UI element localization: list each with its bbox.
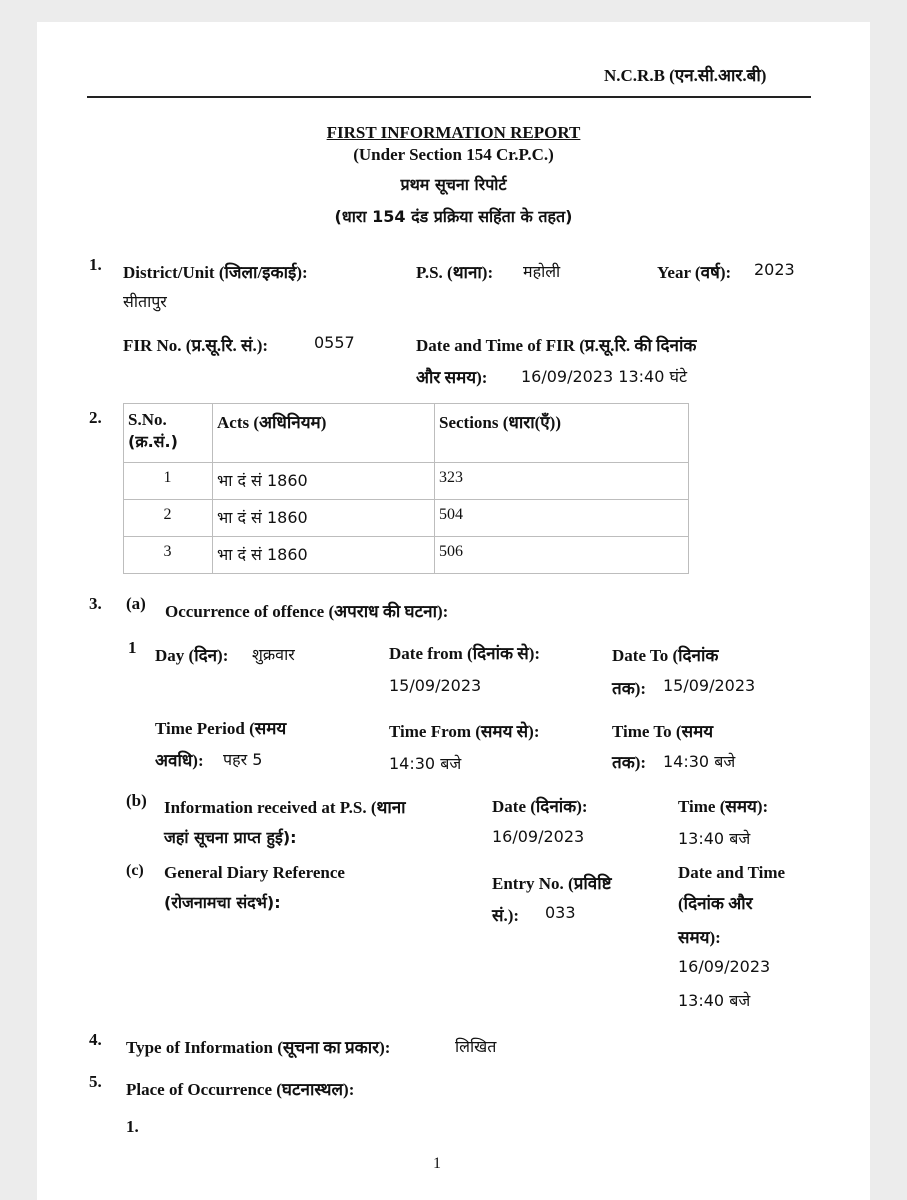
- subsection-a-label: (a): [126, 594, 146, 613]
- row-section: 504: [435, 500, 689, 537]
- report-title-hindi: प्रथम सूचना रिपोर्ट: [400, 175, 507, 194]
- sno-header-hi: (क्र.सं.): [128, 432, 178, 451]
- section-3-number: 3.: [89, 594, 102, 613]
- district-label: District/Unit (जिला/इकाई):: [123, 263, 308, 282]
- info-date-value: 16/09/2023: [492, 827, 585, 846]
- section-5-number: 5.: [89, 1072, 102, 1091]
- info-received-label-cont: जहां सूचना प्राप्त हुई):: [164, 828, 297, 847]
- date-from-label: Date from (दिनांक से):: [389, 644, 541, 663]
- general-diary-label: General Diary Reference: [164, 863, 345, 882]
- table-row: [124, 537, 689, 574]
- row-section: 506: [435, 537, 689, 574]
- ncrb-header: N.C.R.B (एन.सी.आर.बी): [604, 66, 767, 85]
- fir-no-value: 0557: [314, 333, 355, 352]
- row-act: भा दं सं 1860: [213, 500, 435, 537]
- row-sno: 2: [124, 500, 213, 537]
- time-period-label: Time Period (समय: [155, 719, 287, 738]
- row-sno: 3: [124, 537, 213, 574]
- info-type-value: लिखित: [455, 1037, 497, 1056]
- date-from-value: 15/09/2023: [389, 676, 482, 695]
- gd-datetime-label: Date and Time: [678, 863, 786, 882]
- gd-datetime-label-cont: (दिनांक और: [678, 894, 753, 913]
- info-received-label: Information received at P.S. (थाना: [164, 798, 406, 817]
- date-to-label: Date To (दिनांक: [612, 646, 719, 665]
- row-section: 323: [435, 463, 689, 500]
- ps-value: महोली: [523, 262, 561, 281]
- acts-header: [213, 404, 435, 463]
- time-to-label-cont: तक):: [612, 753, 647, 772]
- fir-datetime-value: 16/09/2023 13:40 घंटे: [521, 367, 688, 386]
- occurrence-item-number: 1: [128, 638, 137, 657]
- subsection-c-label: (c): [126, 862, 144, 879]
- gd-time-value: 13:40 बजे: [678, 991, 751, 1010]
- year-value: 2023: [754, 260, 795, 279]
- info-time-label: Time (समय):: [678, 797, 769, 816]
- report-title: FIRST INFORMATION REPORT: [326, 123, 581, 142]
- entry-no-value: 033: [545, 903, 576, 922]
- table-row: [124, 500, 689, 537]
- time-period-value: पहर 5: [223, 750, 263, 769]
- report-subtitle: (Under Section 154 Cr.P.C.): [353, 145, 554, 164]
- sections-header-label: Sections (धारा(एँ)): [439, 413, 562, 432]
- section-2-number: 2.: [89, 408, 102, 427]
- header-rule: [87, 96, 811, 98]
- report-subtitle-hindi: (धारा 154 दंड प्रक्रिया सहिंता के तहत): [334, 207, 573, 226]
- day-label: Day (दिन):: [155, 646, 229, 665]
- gd-datetime-label-cont2: समय):: [678, 928, 721, 947]
- day-value: शुक्रवार: [252, 645, 295, 664]
- time-to-label: Time To (समय: [612, 722, 714, 741]
- entry-no-label: Entry No. (प्रविष्टि: [492, 874, 612, 893]
- time-from-value: 14:30 बजे: [389, 754, 462, 773]
- district-value: सीतापुर: [123, 292, 167, 311]
- acts-header-label: Acts (अधिनियम): [217, 413, 327, 432]
- place-of-occurrence-label: Place of Occurrence (घटनास्थल):: [126, 1080, 355, 1099]
- time-period-label-cont: अवधि):: [155, 751, 204, 770]
- subsection-b-label: (b): [126, 791, 147, 810]
- year-label: Year (वर्ष):: [657, 263, 732, 282]
- row-sno: 1: [124, 463, 213, 500]
- sections-header: [435, 404, 689, 463]
- table-row: [124, 463, 689, 500]
- date-to-label-cont: तक):: [612, 679, 647, 698]
- section-4-number: 4.: [89, 1030, 102, 1049]
- time-from-label: Time From (समय से):: [389, 722, 540, 741]
- date-to-value: 15/09/2023: [663, 676, 756, 695]
- fir-datetime-label: Date and Time of FIR (प्र.सू.रि. की दिनांक: [416, 336, 697, 355]
- acts-table-header: [124, 404, 689, 463]
- page-number: 1: [433, 1155, 441, 1172]
- gd-date-value: 16/09/2023: [678, 957, 771, 976]
- row-act: भा दं सं 1860: [213, 537, 435, 574]
- document-page: [37, 22, 870, 1200]
- time-to-value: 14:30 बजे: [663, 752, 736, 771]
- place-item-number: 1.: [126, 1117, 139, 1136]
- sno-header: [124, 404, 213, 463]
- sno-header-en: S.No.: [128, 410, 167, 429]
- info-type-label: Type of Information (सूचना का प्रकार):: [126, 1038, 391, 1057]
- fir-no-label: FIR No. (प्र.सू.रि. सं.):: [123, 336, 269, 355]
- info-time-value: 13:40 बजे: [678, 829, 751, 848]
- occurrence-label: Occurrence of offence (अपराध की घटना):: [165, 602, 449, 621]
- entry-no-label-cont: सं.):: [492, 906, 520, 925]
- row-act: भा दं सं 1860: [213, 463, 435, 500]
- fir-datetime-label-cont: और समय):: [416, 368, 488, 387]
- acts-table: [123, 403, 689, 574]
- info-date-label: Date (दिनांक):: [492, 797, 588, 816]
- ps-label: P.S. (थाना):: [416, 263, 494, 282]
- section-1-number: 1.: [89, 255, 102, 274]
- general-diary-label-cont: (रोजनामचा संदर्भ):: [164, 893, 281, 912]
